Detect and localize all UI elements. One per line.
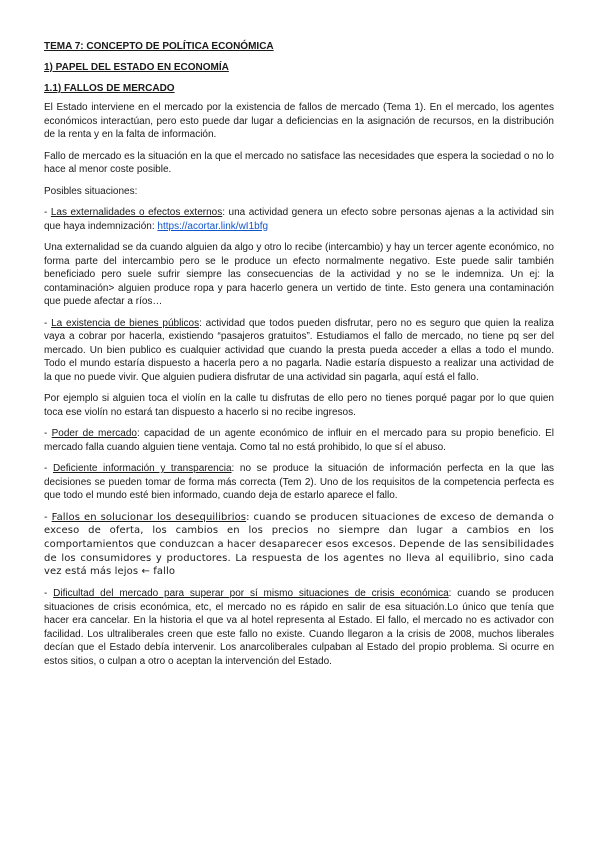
crisis-item bbox=[44, 587, 554, 668]
externalities-item bbox=[44, 206, 554, 233]
externality-explanation: Una externalidad se da cuando alguien da algo y otro lo recibe (intercambio) y hay un tercer agente económico, no forma parte del intercambio pero se le produce un efecto normalmente negativo. Este puede salir también beneficiado pero suele sufrir siempre las consecuencias de la actividad y no se le indemniza. Un ej: la contaminación> alguien produce ropa y para hacerlo genera un vertido de tinte. Esto genera una contaminación que puede afectar a ríos… bbox=[44, 242, 554, 307]
information-term: Deficiente información y transparencia bbox=[52, 463, 232, 474]
information-text: : no se produce la situación de información perfecta en la que las decisiones se pueden tomar de forma más correcta (Tem 2). Uno de los requisitos de la competencia perfecta es que todo el mundo esté bien informado, cuando deja de estarlo aparece el fallo. bbox=[44, 463, 555, 501]
bullet-dash: - bbox=[44, 428, 52, 439]
public-goods-item bbox=[44, 317, 554, 385]
externalities-text: : una actividad genera un efecto sobre personas ajenas a la actividad sin que haya indemnización: bbox=[44, 207, 554, 232]
crisis-term: Dificultad del mercado para superar por sí mismo situaciones de crisis económica bbox=[53, 588, 449, 600]
information-item bbox=[44, 462, 554, 503]
market-power-item bbox=[44, 427, 554, 454]
intro-paragraph: El Estado interviene en el mercado por la existencia de fallos de mercado (Tema 1). En el mercado, los agentes económicos interactúan, pero esto puede dar lugar a deficiencias en la asignación de recursos, en la distribución de la renta y en la falta de información. bbox=[44, 102, 554, 140]
subsection-heading: 1.1) FALLOS DE MERCADO bbox=[44, 83, 175, 94]
violin-example: Por ejemplo si alguien toca el violín en la calle tu disfrutas de ello pero no tienes porqué pagar por lo que quien toca ese violín no estará tan dispuesto a hacerlo si no recibe ingresos. bbox=[44, 393, 554, 418]
externalities-link[interactable]: https://acortar.link/wI1bfg bbox=[157, 220, 269, 232]
bullet-dash: - bbox=[44, 511, 52, 523]
public-goods-text: : actividad que todos pueden disfrutar, pero no es seguro que quien la realiza vaya a cobrar por hacerla, existiendo “pasajeros gratuitos”. Estudiamos el fallo de mercado, no tiene pq ser del mercado. Un bien publico es cualquier actividad que cuando la presta pueda acceder a ellas a todo el mundo. Todo el mundo estaría dispuesto a hacerla pero a no pagarla. Nadie estaría dispuesto a realizar una actividad de la que no puede vivir. Que alguien pudiera disfrutar de una actividad sin pagarla, aquí está el fallo. bbox=[44, 317, 554, 383]
bullet-dash: - bbox=[44, 588, 54, 600]
imbalances-text: : cuando se producen situaciones de exceso de demanda o exceso de oferta, los cambios en los precios no siempre dan lugar a cambios en los comportamientos que conduzcan a hacer desaparecer esos excesos. Depende de las sensibilidades de los consumidores y productores. La respuesta de los agentes no lleva al equilibrio, sino cada vez está más lejos ← fallo bbox=[44, 511, 554, 578]
bullet-dash: - bbox=[44, 463, 53, 474]
section-heading: 1) PAPEL DEL ESTADO EN ECONOMÍA bbox=[44, 62, 229, 73]
market-power-term: Poder de mercado bbox=[51, 428, 137, 439]
bullet-dash: - bbox=[44, 207, 51, 218]
imbalances-term: Fallos en solucionar los desequilibrios bbox=[51, 511, 247, 523]
topic-title: TEMA 7: CONCEPTO DE POLÍTICA ECONÓMICA bbox=[44, 41, 274, 52]
externalities-term: Las externalidades o efectos externos bbox=[50, 207, 223, 218]
public-goods-term: La existencia de bienes públicos bbox=[51, 317, 200, 329]
market-power-text: : capacidad de un agente económico de influir en el mercado para su propio beneficio. El mercado falla cuando alguien tiene ventaja. Como tal no está prohibido, lo que sí el abuso. bbox=[44, 428, 555, 453]
imbalances-item bbox=[44, 511, 554, 580]
crisis-text: : cuando se producen situaciones de crisis económica, etc, el mercado no es rápido en salir de esa situación.Lo único que tenía que hacer era cancelar. En la historia el que va al hotel representa al Estado. El fallo, el mercado no es activador con facilidad. Los ultraliberales creen que este fallo no existe. Cuando llegaron a la crisis de 2008, muchos liberales decían que el Estado debía intervenir. Los anarcoliberales culpaban al Estado del propio problema. Si ocurre en estos sitios, o culpan a otro o aceptan la intervención del Estado. bbox=[44, 588, 554, 667]
definition-paragraph: Fallo de mercado es la situación en la que el mercado no satisface las necesidades que espera la sociedad o no lo hace al menor coste posible. bbox=[44, 150, 554, 175]
situations-label: Posibles situaciones: bbox=[44, 185, 138, 197]
bullet-dash: - bbox=[44, 317, 52, 329]
